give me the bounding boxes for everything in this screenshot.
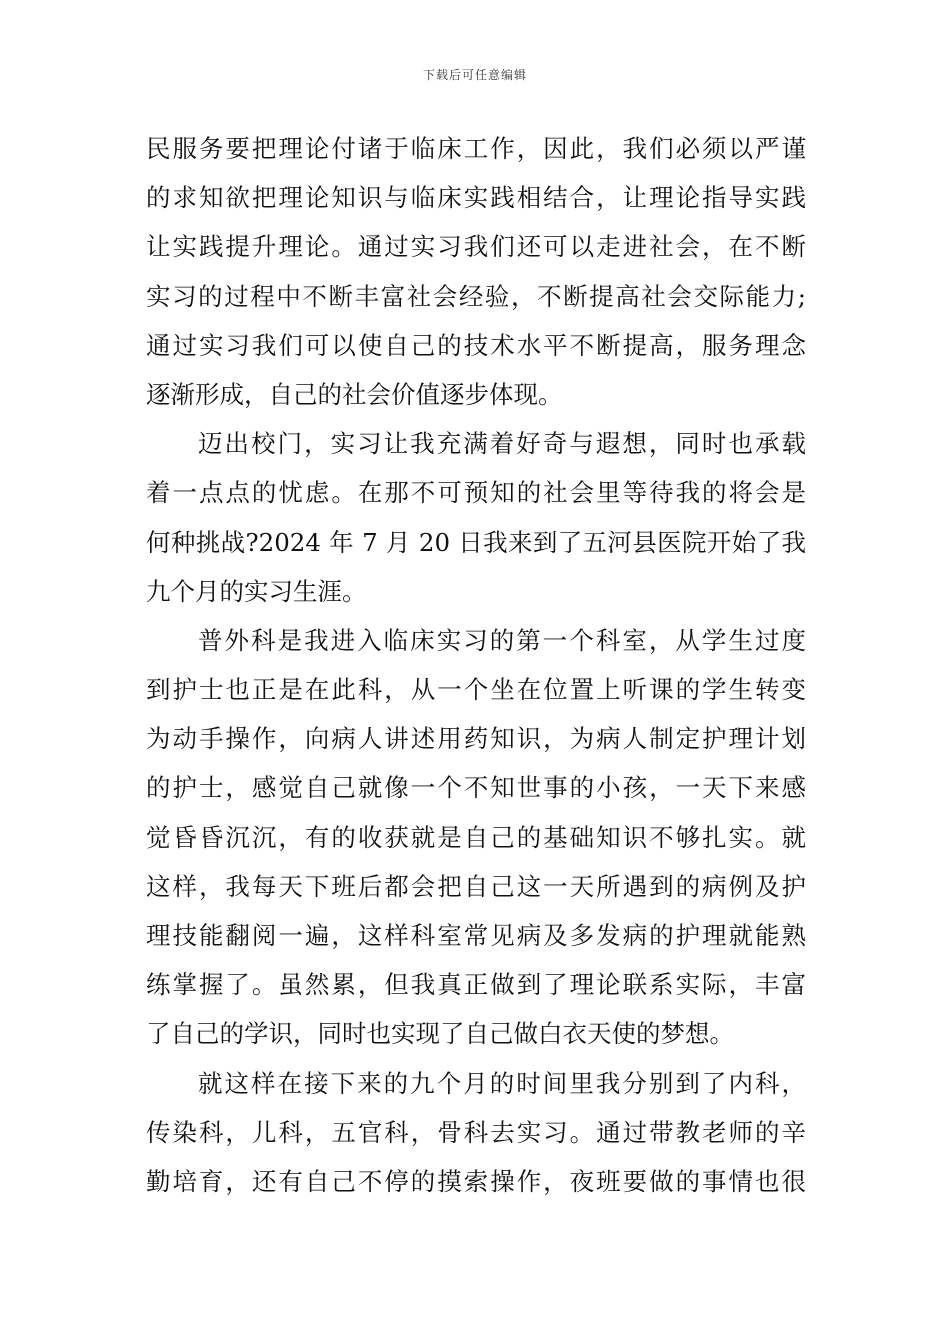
- text-line: 的求知欲把理论知识与临床实践相结合，让理论指导实践: [146, 183, 806, 213]
- text-line: 勤培育，还有自己不停的摸索操作，夜班要做的事情也很: [146, 1166, 806, 1196]
- text-line: 觉昏昏沉沉，有的收获就是自己的基础知识不够扎实。就: [146, 822, 806, 852]
- text-line: 逐渐形成，自己的社会价值逐步体现。: [146, 379, 563, 409]
- text-line: 九个月的实习生涯。: [146, 576, 367, 606]
- paragraph-first-line: 普外科是我进入临床实习的第一个科室，从学生过度: [198, 625, 806, 655]
- document-body: [146, 124, 806, 1206]
- paragraph-first-line: 迈出校门，实习让我充满着好奇与遐想，同时也承载: [198, 429, 806, 459]
- text-line: 通过实习我们可以使自己的技术水平不断提高，服务理念: [146, 330, 806, 360]
- text-line: 何种挑战?2024 年 7 月 20 日我来到了五河县医院开始了我: [146, 527, 806, 557]
- text-line: 练掌握了。虽然累，但我真正做到了理论联系实际，丰富: [146, 970, 806, 1000]
- text-line: 着一点点的忧虑。在那不可预知的社会里等待我的将会是: [146, 478, 806, 508]
- text-line: 的护士，感觉自己就像一个不知世事的小孩，一天下来感: [146, 773, 806, 803]
- text-line: 传染科，儿科，五官科，骨科去实习。通过带教老师的辛: [146, 1117, 806, 1147]
- text-line: 实习的过程中不断丰富社会经验，不断提高社会交际能力;: [146, 281, 806, 311]
- text-line: 为动手操作，向病人讲述用药知识，为病人制定护理计划: [146, 724, 806, 754]
- text-line: 民服务要把理论付诸于临床工作，因此，我们必须以严谨: [146, 134, 806, 163]
- paragraph-first-line: 就这样在接下来的九个月的时间里我分别到了内科，: [198, 1068, 806, 1098]
- text-line: 到护士也正是在此科，从一个坐在位置上听课的学生转变: [146, 675, 806, 705]
- text-line: 理技能翻阅一遍，这样科室常见病及多发病的护理就能熟: [146, 921, 806, 950]
- text-line: 让实践提升理论。通过实习我们还可以走进社会，在不断: [146, 232, 806, 262]
- text-line: 这样，我每天下班后都会把自己这一天所遇到的病例及护: [146, 871, 806, 901]
- text-line: 了自己的学识，同时也实现了自己做白衣天使的梦想。: [146, 1019, 734, 1049]
- header-note: 下载后可任意编辑: [422, 68, 527, 82]
